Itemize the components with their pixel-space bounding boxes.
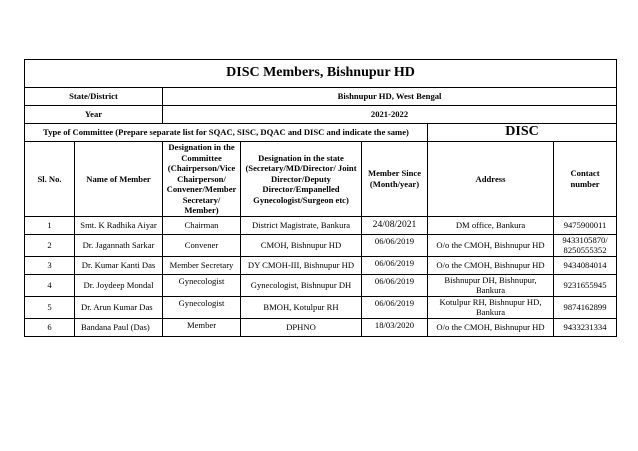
table-row — [25, 216, 617, 234]
disc-members-table — [24, 59, 617, 337]
cell-address: Kotulpur RH, Bishnupur HD, Bankura — [428, 296, 554, 318]
cell-committee-designation: Member Secretary — [163, 256, 241, 274]
committee-type-value: DISC — [428, 124, 617, 142]
column-header-contact: Contact number — [554, 142, 617, 217]
cell-name: Smt. K Radhika Aiyar — [75, 216, 163, 234]
cell-name: Dr. Jagannath Sarkar — [75, 234, 163, 256]
cell-name: Dr. Joydeep Mondal — [75, 274, 163, 296]
cell-sl: 4 — [25, 274, 75, 296]
table-row — [25, 274, 617, 296]
cell-state-designation: DY CMOH-III, Bishnupur HD — [241, 256, 362, 274]
column-header-name: Name of Member — [75, 142, 163, 217]
cell-state-designation: District Magistrate, Bankura — [241, 216, 362, 234]
document-title: DISC Members, Bishnupur HD — [25, 60, 617, 88]
cell-contact: 9874162899 — [554, 296, 617, 318]
cell-contact: 9434084014 — [554, 256, 617, 274]
cell-committee-designation: Member — [163, 318, 241, 336]
table-row — [25, 296, 617, 318]
cell-state-designation: CMOH, Bishnupur HD — [241, 234, 362, 256]
cell-address: O/o the CMOH, Bishnupur HD — [428, 234, 554, 256]
state-district-label: State/District — [25, 88, 163, 106]
cell-name: Bandana Paul (Das) — [75, 318, 163, 336]
cell-committee-designation: Gynecologist — [163, 274, 241, 296]
cell-name: Dr. Arun Kumar Das — [75, 296, 163, 318]
year-value: 2021-2022 — [163, 106, 617, 124]
table-row — [25, 234, 617, 256]
cell-member-since: 06/06/2019 — [362, 234, 428, 256]
cell-state-designation: Gynecologist, Bishnupur DH — [241, 274, 362, 296]
header-row — [25, 142, 617, 217]
state-district-value: Bishnupur HD, West Bengal — [163, 88, 617, 106]
cell-member-since: 24/08/2021 — [362, 216, 428, 234]
cell-name: Dr. Kumar Kanti Das — [75, 256, 163, 274]
cell-member-since: 06/06/2019 — [362, 296, 428, 318]
cell-member-since: 06/06/2019 — [362, 256, 428, 274]
cell-address: O/o the CMOH, Bishnupur HD — [428, 256, 554, 274]
cell-contact: 9433105870/ 8250555352 — [554, 234, 617, 256]
cell-state-designation: BMOH, Kotulpur RH — [241, 296, 362, 318]
cell-committee-designation: Convener — [163, 234, 241, 256]
cell-sl: 5 — [25, 296, 75, 318]
cell-contact: 9231655945 — [554, 274, 617, 296]
cell-sl: 6 — [25, 318, 75, 336]
cell-sl: 2 — [25, 234, 75, 256]
column-header-member-since: Member Since (Month/year) — [362, 142, 428, 217]
cell-contact: 9475900011 — [554, 216, 617, 234]
cell-member-since: 18/03/2020 — [362, 318, 428, 336]
cell-committee-designation: Chairman — [163, 216, 241, 234]
cell-contact: 9433231334 — [554, 318, 617, 336]
cell-sl: 3 — [25, 256, 75, 274]
column-header-sl-no: Sl. No. — [25, 142, 75, 217]
column-header-committee-designation: Designation in the Committee (Chairperson/Vice Chairperson/ Convener/Member Secretary/ Member) — [163, 142, 241, 217]
cell-address: Bishnupur DH, Bishnupur, Bankura — [428, 274, 554, 296]
cell-state-designation: DPHNO — [241, 318, 362, 336]
table-row — [25, 318, 617, 336]
column-header-state-designation: Designation in the state (Secretary/MD/Director/ Joint Director/Deputy Director/Empanelled Gynecologist/Surgeon etc) — [241, 142, 362, 217]
cell-member-since: 06/06/2019 — [362, 274, 428, 296]
cell-address: DM office, Bankura — [428, 216, 554, 234]
committee-type-label: Type of Committee (Prepare separate list for SQAC, SISC, DQAC and DISC and indicate the same) — [25, 124, 428, 142]
column-header-address: Address — [428, 142, 554, 217]
year-label: Year — [25, 106, 163, 124]
cell-committee-designation: Gynecologist — [163, 296, 241, 318]
table-row — [25, 256, 617, 274]
cell-address: O/o the CMOH, Bishnupur HD — [428, 318, 554, 336]
cell-sl: 1 — [25, 216, 75, 234]
